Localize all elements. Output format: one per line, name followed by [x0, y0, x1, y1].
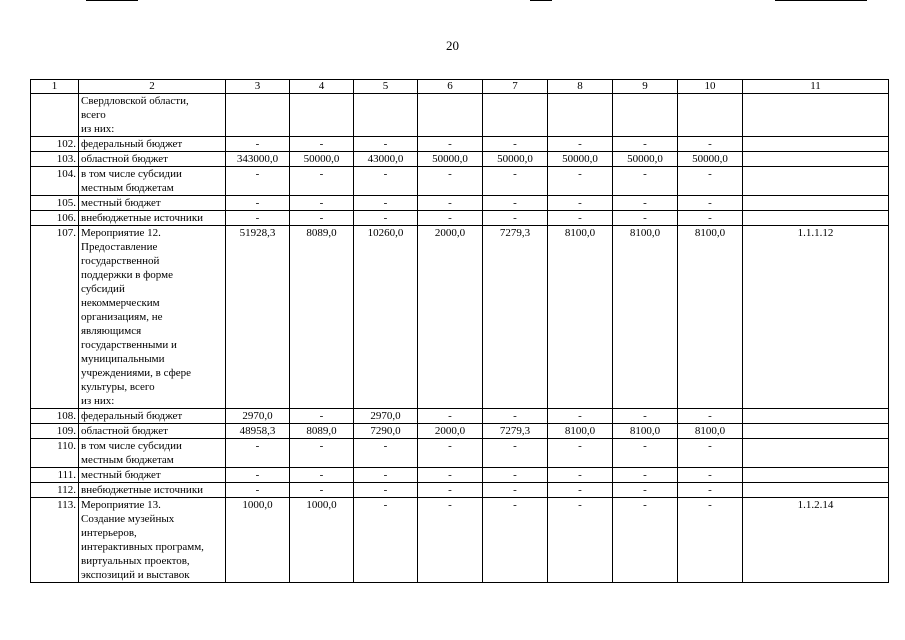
value-cell: - [678, 211, 743, 226]
indicator-code: 1.1.2.14 [743, 498, 889, 583]
value-cell: 2000,0 [418, 226, 483, 409]
value-cell: - [483, 409, 548, 424]
value-cell: 43000,0 [354, 152, 418, 167]
row-name [79, 424, 226, 439]
value-cell: - [226, 439, 290, 468]
row-name-line: субсидий [81, 283, 125, 295]
value-cell: 50000,0 [483, 152, 548, 167]
budget-table [30, 79, 889, 583]
table-row [31, 498, 889, 583]
indicator-code [743, 439, 889, 468]
value-cell: - [483, 211, 548, 226]
table-row [31, 409, 889, 424]
value-cell: - [678, 498, 743, 583]
value-cell: - [226, 483, 290, 498]
row-name-line: являющимся [81, 325, 142, 337]
indicator-code [743, 211, 889, 226]
row-name-line: внебюджетные источники [81, 212, 204, 224]
value-cell: 2970,0 [354, 409, 418, 424]
row-name-line: в том числе субсидии [81, 168, 182, 180]
value-cell [226, 94, 290, 137]
value-cell: - [418, 483, 483, 498]
value-cell: - [678, 196, 743, 211]
table-row [31, 226, 889, 409]
value-cell: 50000,0 [613, 152, 678, 167]
value-cell [354, 94, 418, 137]
value-cell: 51928,3 [226, 226, 290, 409]
value-cell: - [678, 409, 743, 424]
value-cell: 7290,0 [354, 424, 418, 439]
value-cell: - [418, 498, 483, 583]
value-cell [290, 94, 354, 137]
value-cell: - [548, 439, 613, 468]
value-cell: - [418, 167, 483, 196]
value-cell: - [354, 167, 418, 196]
row-number: 105. [31, 196, 79, 211]
value-cell: - [483, 468, 548, 483]
indicator-code [743, 468, 889, 483]
row-name-line: поддержки в форме [81, 269, 173, 281]
value-cell: 48958,3 [226, 424, 290, 439]
table-row [31, 424, 889, 439]
value-cell: - [483, 196, 548, 211]
row-number [31, 94, 79, 137]
value-cell: - [483, 167, 548, 196]
header-cell: 3 [226, 80, 290, 94]
value-cell: - [226, 196, 290, 211]
value-cell: - [548, 409, 613, 424]
value-cell: - [418, 409, 483, 424]
row-name-line: интерьеров, [81, 527, 137, 539]
value-cell: - [226, 167, 290, 196]
table-row [31, 439, 889, 468]
column-number-row [31, 80, 889, 94]
row-name [79, 152, 226, 167]
value-cell [483, 94, 548, 137]
value-cell: 50000,0 [548, 152, 613, 167]
row-number: 110. [31, 439, 79, 468]
value-cell: - [483, 498, 548, 583]
row-name-line: культуры, всего [81, 381, 155, 393]
row-name [79, 498, 226, 583]
value-cell [548, 94, 613, 137]
value-cell: - [613, 167, 678, 196]
row-name-line: Предоставление [81, 241, 158, 253]
top-edge-mark-center [530, 0, 552, 1]
value-cell: - [613, 439, 678, 468]
value-cell: 8089,0 [290, 226, 354, 409]
row-name [79, 94, 226, 137]
row-name [79, 483, 226, 498]
value-cell: - [354, 483, 418, 498]
value-cell: - [613, 468, 678, 483]
value-cell: - [290, 409, 354, 424]
header-cell: 9 [613, 80, 678, 94]
value-cell: - [678, 468, 743, 483]
row-name-line: организациям, не [81, 311, 163, 323]
value-cell: - [548, 196, 613, 211]
value-cell: 8100,0 [613, 424, 678, 439]
row-name-line: из них: [81, 395, 115, 407]
row-name-line: из них: [81, 123, 115, 135]
table-row [31, 211, 889, 226]
header-cell: 10 [678, 80, 743, 94]
row-name-line: Создание музейных [81, 513, 175, 525]
value-cell: - [548, 167, 613, 196]
value-cell: - [613, 409, 678, 424]
value-cell: - [290, 196, 354, 211]
indicator-code [743, 137, 889, 152]
value-cell: - [418, 439, 483, 468]
value-cell: - [483, 137, 548, 152]
table-row [31, 483, 889, 498]
value-cell: 2000,0 [418, 424, 483, 439]
table-row [31, 152, 889, 167]
row-name-line: государственной [81, 255, 160, 267]
value-cell: 343000,0 [226, 152, 290, 167]
value-cell: - [418, 137, 483, 152]
table-row [31, 196, 889, 211]
value-cell: 1000,0 [290, 498, 354, 583]
row-name-line: областной бюджет [81, 425, 168, 437]
header-cell: 11 [743, 80, 889, 94]
indicator-code [743, 94, 889, 137]
value-cell: - [290, 468, 354, 483]
value-cell: - [290, 439, 354, 468]
value-cell: 8100,0 [678, 226, 743, 409]
row-name-line: Мероприятие 12. [81, 227, 161, 239]
value-cell: - [678, 439, 743, 468]
value-cell: - [483, 483, 548, 498]
value-cell: 10260,0 [354, 226, 418, 409]
row-name-line: местным бюджетам [81, 454, 174, 466]
value-cell: 1000,0 [226, 498, 290, 583]
row-name-line: федеральный бюджет [81, 138, 183, 150]
indicator-code [743, 152, 889, 167]
value-cell: - [483, 439, 548, 468]
row-name [79, 409, 226, 424]
row-name-line: местный бюджет [81, 197, 161, 209]
row-name-line: некоммерческим [81, 297, 160, 309]
row-name-line: местным бюджетам [81, 182, 174, 194]
value-cell: - [226, 211, 290, 226]
row-name-line: учреждениями, в сфере [81, 367, 192, 379]
header-cell: 5 [354, 80, 418, 94]
value-cell: - [613, 196, 678, 211]
value-cell [613, 94, 678, 137]
row-number: 109. [31, 424, 79, 439]
row-name [79, 196, 226, 211]
header-cell: 7 [483, 80, 548, 94]
value-cell: - [290, 137, 354, 152]
value-cell: 8100,0 [678, 424, 743, 439]
table-body [31, 94, 889, 583]
row-name [79, 167, 226, 196]
value-cell: - [418, 196, 483, 211]
value-cell: - [548, 211, 613, 226]
value-cell [678, 94, 743, 137]
row-number: 106. [31, 211, 79, 226]
row-name-line: федеральный бюджет [81, 410, 183, 422]
row-name-line: областной бюджет [81, 153, 168, 165]
value-cell: - [290, 211, 354, 226]
row-name-line: экспозиций и выставок [81, 569, 190, 581]
value-cell: - [226, 137, 290, 152]
top-edge-mark-left [86, 0, 138, 1]
row-name [79, 439, 226, 468]
value-cell: 50000,0 [418, 152, 483, 167]
value-cell: - [290, 483, 354, 498]
value-cell: - [418, 468, 483, 483]
row-number: 112. [31, 483, 79, 498]
indicator-code [743, 167, 889, 196]
value-cell: 8100,0 [548, 424, 613, 439]
header-cell: 8 [548, 80, 613, 94]
value-cell: - [548, 137, 613, 152]
row-name-line: муниципальными [81, 353, 165, 365]
value-cell: 8089,0 [290, 424, 354, 439]
value-cell: - [678, 167, 743, 196]
value-cell: 50000,0 [290, 152, 354, 167]
value-cell: - [548, 498, 613, 583]
row-number: 103. [31, 152, 79, 167]
indicator-code [743, 196, 889, 211]
row-name-line: в том числе субсидии [81, 440, 182, 452]
value-cell: - [226, 468, 290, 483]
value-cell: 50000,0 [678, 152, 743, 167]
indicator-code [743, 483, 889, 498]
value-cell: - [418, 211, 483, 226]
value-cell: - [354, 439, 418, 468]
row-name-line: государственными и [81, 339, 177, 351]
header-cell: 1 [31, 80, 79, 94]
value-cell: - [613, 498, 678, 583]
header-cell: 2 [79, 80, 226, 94]
row-name-line: Свердловской области, [81, 95, 189, 107]
value-cell: 7279,3 [483, 226, 548, 409]
row-number: 108. [31, 409, 79, 424]
value-cell: - [613, 483, 678, 498]
value-cell: - [613, 211, 678, 226]
row-number: 113. [31, 498, 79, 583]
indicator-code: 1.1.1.12 [743, 226, 889, 409]
indicator-code [743, 409, 889, 424]
table-row [31, 167, 889, 196]
page-number: 20 [446, 38, 459, 53]
header-cell: 4 [290, 80, 354, 94]
table-row [31, 94, 889, 137]
row-name [79, 211, 226, 226]
value-cell: - [548, 468, 613, 483]
row-number: 104. [31, 167, 79, 196]
row-name-line: Мероприятие 13. [81, 499, 161, 511]
value-cell: 2970,0 [226, 409, 290, 424]
row-name-line: местный бюджет [81, 469, 161, 481]
value-cell: 7279,3 [483, 424, 548, 439]
row-name [79, 468, 226, 483]
top-edge-mark-right [775, 0, 867, 1]
table-row [31, 468, 889, 483]
value-cell [418, 94, 483, 137]
value-cell: - [290, 167, 354, 196]
row-name-line: внебюджетные источники [81, 484, 204, 496]
value-cell: - [354, 137, 418, 152]
row-number: 107. [31, 226, 79, 409]
value-cell: - [354, 468, 418, 483]
value-cell: 8100,0 [613, 226, 678, 409]
value-cell: - [678, 137, 743, 152]
table-row [31, 137, 889, 152]
row-number: 102. [31, 137, 79, 152]
value-cell: - [613, 137, 678, 152]
row-name-line: интерактивных программ, [81, 541, 204, 553]
indicator-code [743, 424, 889, 439]
value-cell: - [354, 196, 418, 211]
header-cell: 6 [418, 80, 483, 94]
row-number: 111. [31, 468, 79, 483]
value-cell: - [548, 483, 613, 498]
row-name-line: виртуальных проектов, [81, 555, 190, 567]
row-name [79, 137, 226, 152]
value-cell: 8100,0 [548, 226, 613, 409]
value-cell: - [354, 211, 418, 226]
row-name [79, 226, 226, 409]
value-cell: - [678, 483, 743, 498]
row-name-line: всего [81, 109, 106, 121]
value-cell: - [354, 498, 418, 583]
